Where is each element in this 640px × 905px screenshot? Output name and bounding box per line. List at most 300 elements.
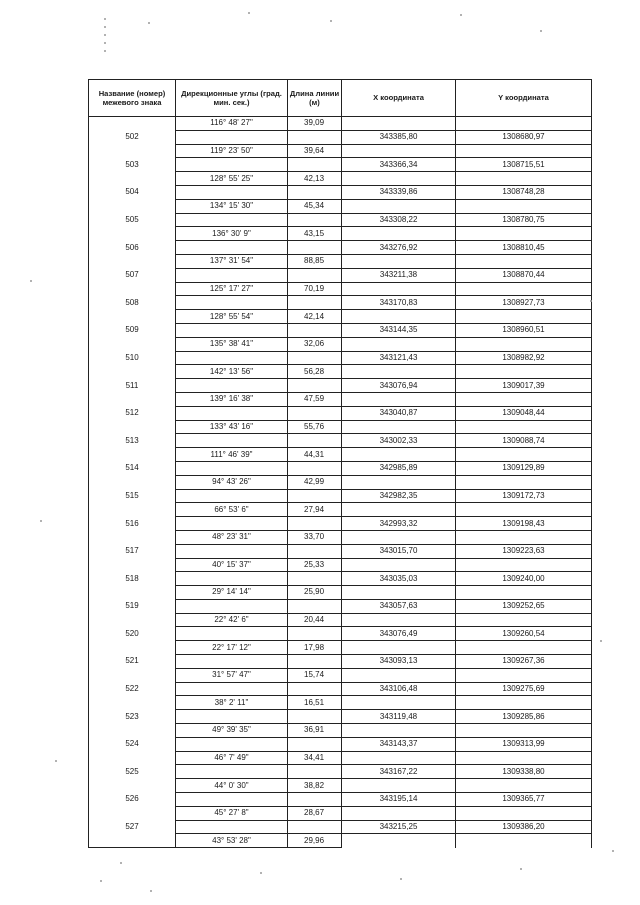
x-coordinate-cell [342, 337, 456, 351]
boundary-segment-row [89, 475, 592, 489]
y-coordinate-cell [456, 668, 592, 682]
directional-angle-cell [176, 793, 288, 807]
directional-angle-cell [176, 682, 288, 696]
scan-speck [400, 878, 402, 880]
mark-name-cell: 514 [89, 461, 176, 475]
x-coordinate-cell: 343211,38 [342, 268, 456, 282]
boundary-segment-row [89, 199, 592, 213]
y-coordinate-cell: 1309172,73 [456, 489, 592, 503]
x-coordinate-cell [342, 310, 456, 324]
x-coordinate-cell [342, 144, 456, 158]
x-coordinate-cell: 342985,89 [342, 461, 456, 475]
line-length-cell [288, 185, 342, 199]
mark-name-cell [89, 475, 176, 489]
y-coordinate-cell [456, 227, 592, 241]
mark-name-cell: 515 [89, 489, 176, 503]
x-coordinate-cell: 343144,35 [342, 323, 456, 337]
line-length-cell: 32,06 [288, 337, 342, 351]
mark-name-cell [89, 392, 176, 406]
boundary-segment-row [89, 779, 592, 793]
x-coordinate-cell: 343093,13 [342, 655, 456, 669]
x-coordinate-cell [342, 392, 456, 406]
directional-angle-cell: 46° 7' 49" [176, 751, 288, 765]
line-length-cell: 27,94 [288, 503, 342, 517]
boundary-point-row [89, 461, 592, 475]
boundary-segment-row [89, 806, 592, 820]
directional-angle-cell [176, 379, 288, 393]
mark-name-cell: 525 [89, 765, 176, 779]
mark-name-cell: 520 [89, 627, 176, 641]
directional-angle-cell [176, 158, 288, 172]
scan-speck [540, 30, 542, 32]
line-length-cell: 33,70 [288, 530, 342, 544]
x-coordinate-cell [342, 420, 456, 434]
line-length-cell [288, 379, 342, 393]
x-coordinate-cell: 343339,86 [342, 185, 456, 199]
mark-name-cell [89, 806, 176, 820]
y-coordinate-cell: 1308748,28 [456, 185, 592, 199]
line-length-cell [288, 406, 342, 420]
x-coordinate-cell: 343215,25 [342, 820, 456, 834]
scan-speck [104, 34, 106, 36]
mark-name-cell: 527 [89, 820, 176, 834]
mark-name-cell: 503 [89, 158, 176, 172]
line-length-cell [288, 351, 342, 365]
header-boundary-mark-name: Название (номер) межевого знака [89, 80, 176, 117]
mark-name-cell: 504 [89, 185, 176, 199]
x-coordinate-cell [342, 641, 456, 655]
line-length-cell: 39,09 [288, 117, 342, 131]
line-length-cell: 34,41 [288, 751, 342, 765]
directional-angle-cell: 29° 14' 14" [176, 586, 288, 600]
boundary-point-row [89, 544, 592, 558]
x-coordinate-cell [342, 475, 456, 489]
boundary-segment-row [89, 337, 592, 351]
line-length-cell: 25,90 [288, 586, 342, 600]
mark-name-cell [89, 172, 176, 186]
mark-name-cell: 523 [89, 710, 176, 724]
directional-angle-cell [176, 655, 288, 669]
y-coordinate-cell: 1308780,75 [456, 213, 592, 227]
boundary-segment-row [89, 724, 592, 738]
y-coordinate-cell [456, 558, 592, 572]
scan-speck [150, 890, 152, 892]
header-directional-angles: Дирекционные углы (град. мин. сек.) [176, 80, 288, 117]
mark-name-cell [89, 558, 176, 572]
directional-angle-cell: 128° 55' 25" [176, 172, 288, 186]
line-length-cell: 28,67 [288, 806, 342, 820]
mark-name-cell [89, 613, 176, 627]
boundary-segment-row [89, 641, 592, 655]
y-coordinate-cell [456, 365, 592, 379]
boundary-segment-row [89, 392, 592, 406]
line-length-cell [288, 268, 342, 282]
directional-angle-cell: 133° 43' 16" [176, 420, 288, 434]
line-length-cell [288, 158, 342, 172]
line-length-cell [288, 793, 342, 807]
header-line-length: Длина линии (м) [288, 80, 342, 117]
directional-angle-cell: 31° 57' 47" [176, 668, 288, 682]
directional-angle-cell [176, 765, 288, 779]
y-coordinate-cell [456, 779, 592, 793]
directional-angle-cell [176, 351, 288, 365]
line-length-cell: 70,19 [288, 282, 342, 296]
mark-name-cell [89, 834, 176, 848]
directional-angle-cell [176, 406, 288, 420]
x-coordinate-cell: 343015,70 [342, 544, 456, 558]
x-coordinate-cell [342, 724, 456, 738]
line-length-cell [288, 710, 342, 724]
boundary-segment-row [89, 586, 592, 600]
mark-name-cell: 502 [89, 130, 176, 144]
directional-angle-cell: 40° 15' 37" [176, 558, 288, 572]
scan-speck [55, 760, 57, 762]
mark-name-cell [89, 530, 176, 544]
line-length-cell: 25,33 [288, 558, 342, 572]
directional-angle-cell: 139° 16' 38" [176, 392, 288, 406]
boundary-segment-row [89, 613, 592, 627]
directional-angle-cell [176, 461, 288, 475]
directional-angle-cell: 134° 15' 30" [176, 199, 288, 213]
line-length-cell: 42,13 [288, 172, 342, 186]
scan-speck [104, 26, 106, 28]
boundary-segment-row [89, 144, 592, 158]
directional-angle-cell [176, 241, 288, 255]
scan-speck [460, 14, 462, 16]
directional-angle-cell [176, 710, 288, 724]
y-coordinate-cell [456, 117, 592, 131]
y-coordinate-cell: 1309017,39 [456, 379, 592, 393]
y-coordinate-cell [456, 337, 592, 351]
x-coordinate-cell: 343002,33 [342, 434, 456, 448]
line-length-cell [288, 489, 342, 503]
boundary-point-row [89, 599, 592, 613]
line-length-cell: 29,96 [288, 834, 342, 848]
line-length-cell [288, 323, 342, 337]
y-coordinate-cell [456, 751, 592, 765]
boundary-segment-row [89, 448, 592, 462]
y-coordinate-cell: 1309048,44 [456, 406, 592, 420]
mark-name-cell [89, 227, 176, 241]
line-length-cell [288, 599, 342, 613]
mark-name-cell: 513 [89, 434, 176, 448]
y-coordinate-cell [456, 254, 592, 268]
boundary-segment-row [89, 558, 592, 572]
x-coordinate-cell [342, 365, 456, 379]
x-coordinate-cell [342, 613, 456, 627]
line-length-cell: 20,44 [288, 613, 342, 627]
y-coordinate-cell: 1309365,77 [456, 793, 592, 807]
y-coordinate-cell: 1308927,73 [456, 296, 592, 310]
directional-angle-cell: 125° 17' 27" [176, 282, 288, 296]
boundary-point-row [89, 241, 592, 255]
mark-name-cell [89, 117, 176, 131]
boundary-point-row [89, 627, 592, 641]
line-length-cell: 15,74 [288, 668, 342, 682]
mark-name-cell: 511 [89, 379, 176, 393]
boundary-point-row [89, 434, 592, 448]
boundary-point-row [89, 682, 592, 696]
boundary-point-row [89, 213, 592, 227]
line-length-cell [288, 461, 342, 475]
boundary-point-row [89, 517, 592, 531]
scan-speck [520, 868, 522, 870]
y-coordinate-cell: 1309240,00 [456, 572, 592, 586]
line-length-cell [288, 517, 342, 531]
x-coordinate-cell [342, 254, 456, 268]
line-length-cell: 17,98 [288, 641, 342, 655]
header-y-coordinate: Y координата [456, 80, 592, 117]
mark-name-cell: 524 [89, 737, 176, 751]
mark-name-cell: 518 [89, 572, 176, 586]
line-length-cell: 36,91 [288, 724, 342, 738]
line-length-cell: 42,99 [288, 475, 342, 489]
scan-speck [104, 42, 106, 44]
directional-angle-cell [176, 820, 288, 834]
line-length-cell [288, 765, 342, 779]
directional-angle-cell: 128° 55' 54" [176, 310, 288, 324]
boundary-point-row [89, 820, 592, 834]
scan-speck [248, 12, 250, 14]
x-coordinate-cell [342, 834, 456, 848]
boundary-segment-row [89, 117, 592, 131]
coordinates-table [88, 79, 592, 848]
scan-speck [612, 850, 614, 852]
directional-angle-cell [176, 130, 288, 144]
y-coordinate-cell: 1309386,20 [456, 820, 592, 834]
line-length-cell [288, 682, 342, 696]
directional-angle-cell [176, 627, 288, 641]
table-header-row [89, 80, 592, 117]
mark-name-cell [89, 282, 176, 296]
directional-angle-cell [176, 296, 288, 310]
x-coordinate-cell [342, 779, 456, 793]
y-coordinate-cell [456, 475, 592, 489]
y-coordinate-cell: 1309252,65 [456, 599, 592, 613]
y-coordinate-cell [456, 586, 592, 600]
mark-name-cell [89, 751, 176, 765]
mark-name-cell: 505 [89, 213, 176, 227]
mark-name-cell: 522 [89, 682, 176, 696]
x-coordinate-cell [342, 448, 456, 462]
y-coordinate-cell [456, 613, 592, 627]
x-coordinate-cell [342, 530, 456, 544]
y-coordinate-cell: 1309338,80 [456, 765, 592, 779]
mark-name-cell: 526 [89, 793, 176, 807]
x-coordinate-cell: 343195,14 [342, 793, 456, 807]
mark-name-cell [89, 144, 176, 158]
line-length-cell: 42,14 [288, 310, 342, 324]
y-coordinate-cell [456, 172, 592, 186]
boundary-segment-row [89, 696, 592, 710]
boundary-point-row [89, 323, 592, 337]
header-x-coordinate: X координата [342, 80, 456, 117]
x-coordinate-cell: 343106,48 [342, 682, 456, 696]
y-coordinate-cell [456, 144, 592, 158]
mark-name-cell: 510 [89, 351, 176, 365]
y-coordinate-cell: 1308680,97 [456, 130, 592, 144]
x-coordinate-cell: 343076,49 [342, 627, 456, 641]
mark-name-cell [89, 779, 176, 793]
scan-speck [104, 18, 106, 20]
line-length-cell [288, 296, 342, 310]
x-coordinate-cell [342, 558, 456, 572]
line-length-cell [288, 572, 342, 586]
mark-name-cell: 507 [89, 268, 176, 282]
line-length-cell: 45,34 [288, 199, 342, 213]
x-coordinate-cell: 343143,37 [342, 737, 456, 751]
y-coordinate-cell [456, 503, 592, 517]
line-length-cell: 88,85 [288, 254, 342, 268]
directional-angle-cell [176, 268, 288, 282]
boundary-point-row [89, 296, 592, 310]
mark-name-cell: 508 [89, 296, 176, 310]
directional-angle-cell [176, 323, 288, 337]
y-coordinate-cell: 1309198,43 [456, 517, 592, 531]
mark-name-cell [89, 448, 176, 462]
directional-angle-cell: 116° 48' 27" [176, 117, 288, 131]
directional-angle-cell: 22° 42' 6" [176, 613, 288, 627]
y-coordinate-cell: 1309285,86 [456, 710, 592, 724]
boundary-point-row [89, 130, 592, 144]
y-coordinate-cell: 1308960,51 [456, 323, 592, 337]
directional-angle-cell: 136° 30' 9" [176, 227, 288, 241]
line-length-cell: 47,59 [288, 392, 342, 406]
directional-angle-cell [176, 544, 288, 558]
directional-angle-cell: 44° 0' 30" [176, 779, 288, 793]
directional-angle-cell: 111° 46' 39" [176, 448, 288, 462]
line-length-cell [288, 241, 342, 255]
scan-speck [260, 872, 262, 874]
line-length-cell: 39,64 [288, 144, 342, 158]
y-coordinate-cell [456, 199, 592, 213]
y-coordinate-cell: 1309275,69 [456, 682, 592, 696]
boundary-point-row [89, 158, 592, 172]
mark-name-cell [89, 310, 176, 324]
boundary-segment-row [89, 310, 592, 324]
boundary-segment-row [89, 668, 592, 682]
mark-name-cell: 517 [89, 544, 176, 558]
boundary-segment-row [89, 503, 592, 517]
y-coordinate-cell: 1309260,54 [456, 627, 592, 641]
scan-speck [600, 640, 602, 642]
y-coordinate-cell: 1309088,74 [456, 434, 592, 448]
y-coordinate-cell [456, 392, 592, 406]
scan-speck [30, 280, 32, 282]
scan-speck [40, 520, 42, 522]
x-coordinate-cell: 343121,43 [342, 351, 456, 365]
x-coordinate-cell: 342982,35 [342, 489, 456, 503]
directional-angle-cell [176, 737, 288, 751]
line-length-cell [288, 544, 342, 558]
mark-name-cell: 516 [89, 517, 176, 531]
directional-angle-cell: 142° 13' 56" [176, 365, 288, 379]
mark-name-cell [89, 668, 176, 682]
line-length-cell [288, 434, 342, 448]
boundary-point-row [89, 489, 592, 503]
mark-name-cell: 506 [89, 241, 176, 255]
boundary-segment-row [89, 420, 592, 434]
directional-angle-cell: 49° 39' 35" [176, 724, 288, 738]
x-coordinate-cell [342, 199, 456, 213]
scan-speck [100, 880, 102, 882]
scan-speck [148, 22, 150, 24]
x-coordinate-cell [342, 806, 456, 820]
y-coordinate-cell: 1308810,45 [456, 241, 592, 255]
scan-speck [104, 50, 106, 52]
directional-angle-cell [176, 489, 288, 503]
y-coordinate-cell [456, 641, 592, 655]
y-coordinate-cell [456, 834, 592, 848]
directional-angle-cell [176, 517, 288, 531]
line-length-cell: 38,82 [288, 779, 342, 793]
x-coordinate-cell [342, 227, 456, 241]
y-coordinate-cell: 1309129,89 [456, 461, 592, 475]
x-coordinate-cell [342, 172, 456, 186]
line-length-cell: 16,51 [288, 696, 342, 710]
y-coordinate-cell [456, 310, 592, 324]
x-coordinate-cell: 343119,48 [342, 710, 456, 724]
x-coordinate-cell [342, 282, 456, 296]
boundary-point-row [89, 268, 592, 282]
boundary-point-row [89, 351, 592, 365]
mark-name-cell [89, 641, 176, 655]
line-length-cell [288, 213, 342, 227]
scan-speck [330, 20, 332, 22]
x-coordinate-cell: 343035,03 [342, 572, 456, 586]
mark-name-cell [89, 724, 176, 738]
boundary-segment-row [89, 254, 592, 268]
line-length-cell [288, 627, 342, 641]
y-coordinate-cell: 1308870,44 [456, 268, 592, 282]
x-coordinate-cell: 343385,80 [342, 130, 456, 144]
x-coordinate-cell [342, 586, 456, 600]
directional-angle-cell: 137° 31' 54" [176, 254, 288, 268]
directional-angle-cell [176, 213, 288, 227]
boundary-point-row [89, 655, 592, 669]
directional-angle-cell: 94° 43' 26" [176, 475, 288, 489]
x-coordinate-cell [342, 668, 456, 682]
y-coordinate-cell [456, 530, 592, 544]
y-coordinate-cell [456, 806, 592, 820]
mark-name-cell [89, 254, 176, 268]
line-length-cell: 44,31 [288, 448, 342, 462]
mark-name-cell: 521 [89, 655, 176, 669]
mark-name-cell: 509 [89, 323, 176, 337]
boundary-point-row [89, 406, 592, 420]
y-coordinate-cell [456, 282, 592, 296]
boundary-point-row [89, 793, 592, 807]
boundary-point-row [89, 710, 592, 724]
y-coordinate-cell: 1309223,63 [456, 544, 592, 558]
boundary-point-row [89, 765, 592, 779]
y-coordinate-cell: 1308715,51 [456, 158, 592, 172]
x-coordinate-cell: 343057,63 [342, 599, 456, 613]
directional-angle-cell: 43° 53' 28" [176, 834, 288, 848]
line-length-cell: 43,15 [288, 227, 342, 241]
y-coordinate-cell [456, 724, 592, 738]
y-coordinate-cell: 1309267,36 [456, 655, 592, 669]
line-length-cell: 56,28 [288, 365, 342, 379]
directional-angle-cell: 38° 2' 11" [176, 696, 288, 710]
directional-angle-cell: 45° 27' 8" [176, 806, 288, 820]
x-coordinate-cell [342, 696, 456, 710]
line-length-cell [288, 655, 342, 669]
line-length-cell [288, 737, 342, 751]
directional-angle-cell [176, 185, 288, 199]
boundary-segment-row [89, 172, 592, 186]
directional-angle-cell: 66° 53' 6" [176, 503, 288, 517]
